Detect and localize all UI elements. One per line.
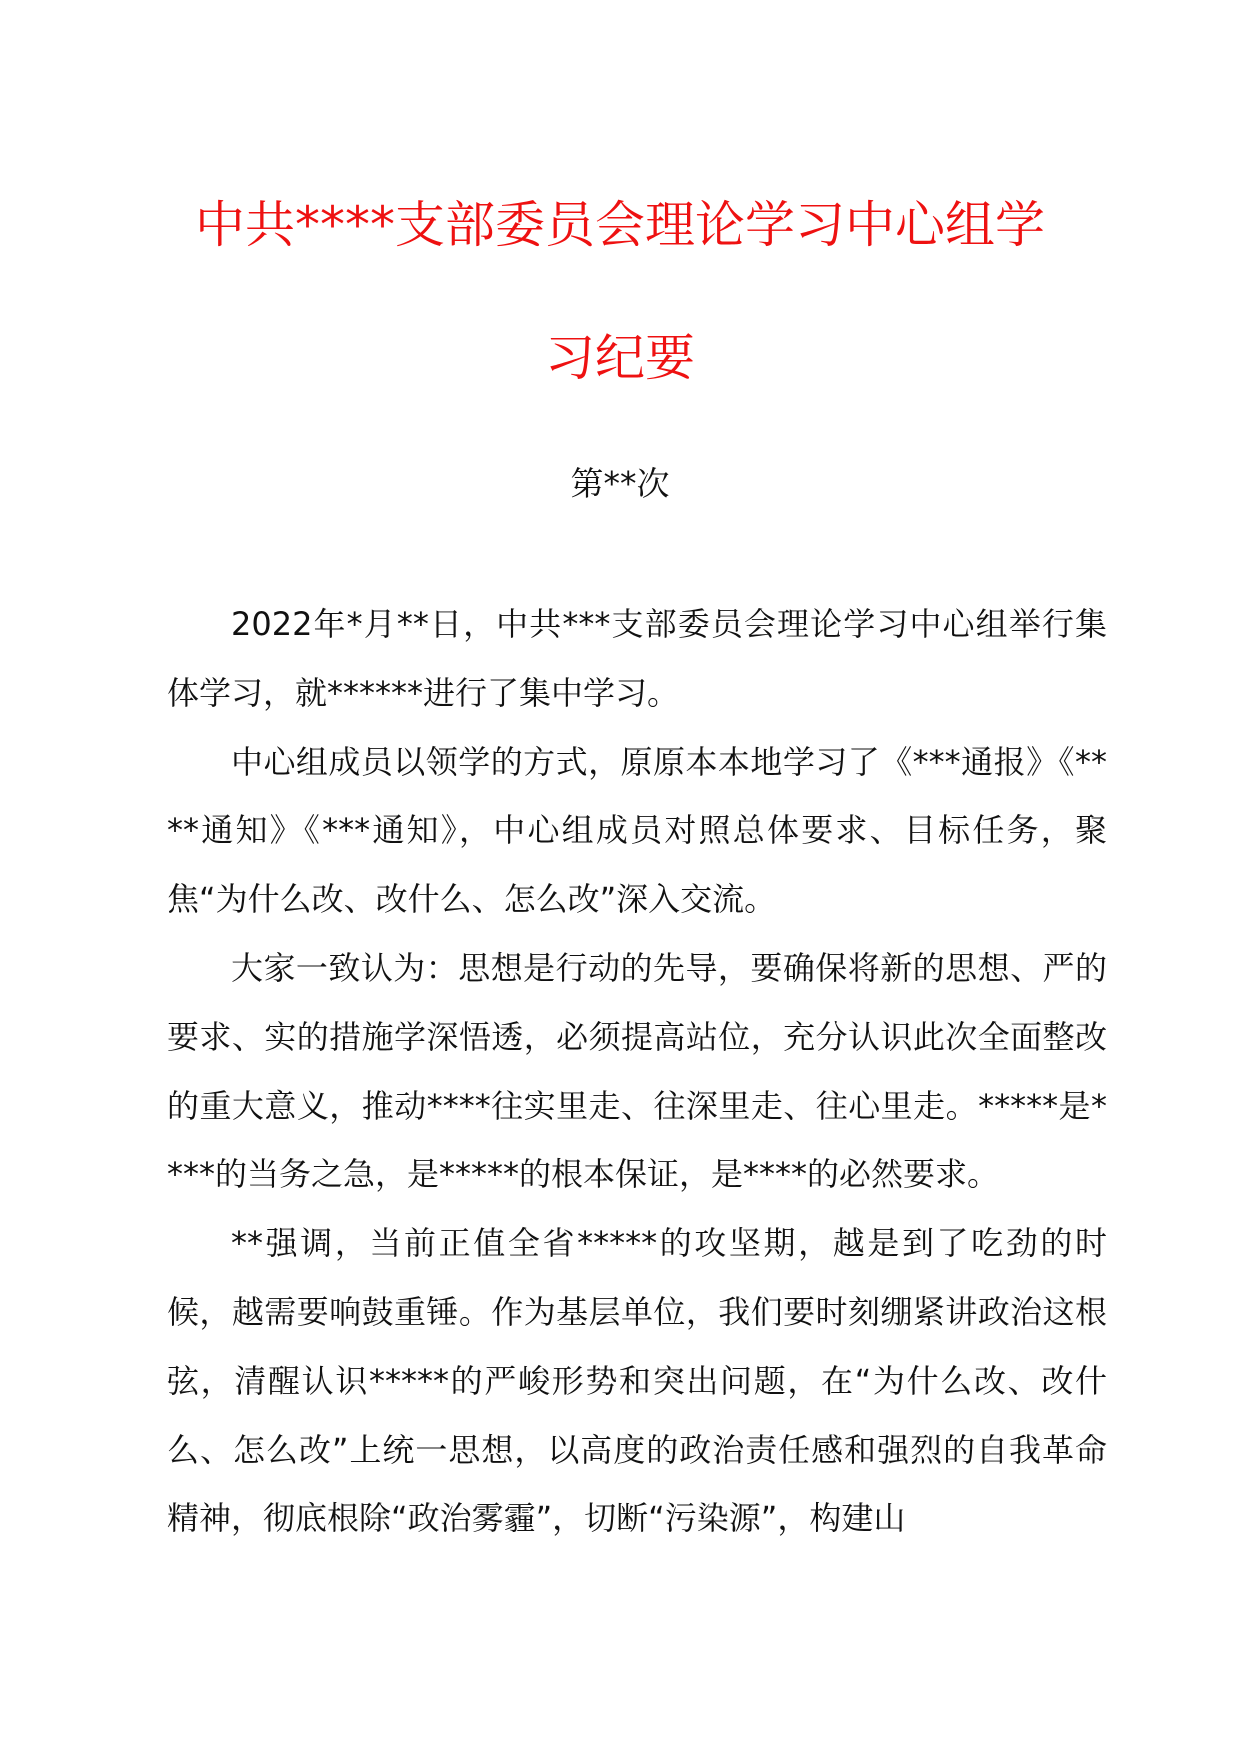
document-body	[167, 590, 1107, 1553]
paragraph-4: **强调，当前正值全省*****的攻坚期，越是到了吃劲的时候，越需要响鼓重锤。作为基层单位，我们要时刻绷紧讲政治这根弦，清醒认识*****的严峻形势和突出问题，在“为什么改、改什么、怎么改”上统一思想，以高度的政治责任感和强烈的自我革命精神，彻底根除“政治雾霾”，切断“污染源”，构建山	[167, 1224, 1107, 1538]
paragraph-1: 2022年*月**日，中共***支部委员会理论学习中心组举行集体学习，就******进行了集中学习。	[167, 605, 1107, 712]
session-number: 第**次	[570, 464, 670, 503]
paragraph-3: 大家一致认为：思想是行动的先导，要确保将新的思想、严的要求、实的措施学深悟透，必须提高站位，充分认识此次全面整改的重大意义，推动****往实里走、往深里走、往心里走。*****是****的当务之急，是*****的根本保证，是****的必然要求。	[167, 948, 1107, 1194]
document-title-line-2: 习纪要	[545, 329, 695, 387]
paragraph-2: 中心组成员以领学的方式，原原本本地学习了《***通报》《****通知》《***通知》，中心组成员对照总体要求、目标任务，聚焦“为什么改、改什么、怎么改”深入交流。	[167, 742, 1107, 919]
document-title-line-1: 中共****支部委员会理论学习中心组学	[195, 196, 1045, 254]
